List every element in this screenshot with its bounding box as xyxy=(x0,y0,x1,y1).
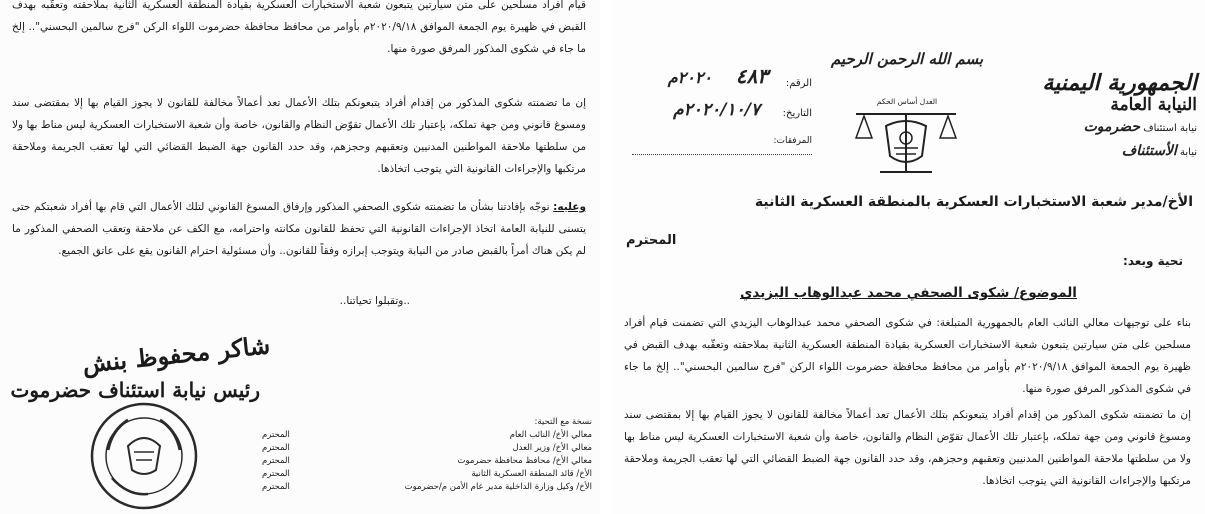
reference-number: الرقم: ٤٨٣ ٢٠٢٠م xyxy=(667,64,812,89)
honorific: المحترم xyxy=(626,233,677,248)
addressee: الأخ/مدير شعبة الاستخبارات العسكرية بالمنطقة العسكرية الثانية xyxy=(754,194,1193,210)
handwritten-signature: شاكر محفوظ بنش xyxy=(80,330,271,379)
paragraph-intro: بناء على توجيهات معالي النائب العام بالجمهورية المتبلغة: في شكوى الصحفي محمد عبدالوهاب اليزيدي التي تضمنت قيام أفراد مسلحين على متن سيارتين يتبعون شعبة الاستخبارات العسكرية بقيادة المنطقة العسكرية الثانية بملاحقته وتعقّبه بهدف القبض في ظهيرة يوم الجمعة الموافق ٢٠٢٠/٩/١٨م بأوامر من محافظ محافظة حضرموت اللواء الركن "فرج سالمين البحسني".. إلخ ما جاء في شكوى المذكور المرفق صورة منها. xyxy=(624,317,1191,395)
letter-date: التاريخ: ٢٠٢٠/١٠/٧م xyxy=(673,100,812,120)
brand-line-appeal: نيابة استئناف حضرموت xyxy=(1083,119,1197,135)
subject-line: الموضوع/ شكوى الصحفي محمد عبدالوهاب اليزيدي xyxy=(740,285,1077,301)
yemen-eagle-emblem-icon xyxy=(850,108,962,178)
copies-list xyxy=(262,416,592,494)
document-page-2 xyxy=(0,0,600,514)
copy-recipient: الأخ/ وكيل وزارة الداخلية مدير عام الأمن م/حضرموت المحترم xyxy=(262,482,592,492)
directive-lead: وعليه: xyxy=(553,201,586,213)
directive-body: نوجّه بإفادتنا بشأن ما تضمنته شكوى الصحفي المذكور وإرفاق المسوغ القانوني لتلك الأعمال التي قام بها أفراد شعبتكم حتى يتسنى للنيابة العامة اتخاذ الإجراءات القانونية التي تحفظ للقانون مكانته واحترامه، مع الكف عن ملاحقة وتعقب الصحفي المذكور ما لم يكن هناك أمراً بالقبض صادر من النيابة ويتوجب إبرازه وفقاً للقانون.. وأن مسئولية احترام القانون يقع على عاتق الجميع. xyxy=(12,201,586,257)
paragraph-legal-analysis: إن ما تضمنته شكوى المذكور من إقدام أفراد يتبعونكم بتلك الأعمال تعد أعمالاً مخالفة للقانون لا يجوز القيام بها إلا بمقتضى سند ومسوغ قانوني ومن جهة تملكه، بإعتبار تلك الأعمال تقوّض النظام والقانون، خاصة وأن شعبة الاستخبارات العسكرية ليس مناط بها ولا من سلطتها ملاحقة المواطنين المدنيين وتعقبهم وحجزهم، وقد حدد القانون جهة الضبط القضائي التي لها تعقب الجريمة وملاحقة مرتكبها والإجراءات القانونية التي يتوجب اتخاذها. xyxy=(624,409,1191,487)
official-stamp-icon xyxy=(88,400,200,512)
copies-title: نسخة مع التحية: xyxy=(534,417,592,427)
greeting: تحية وبعد: xyxy=(1123,254,1183,268)
paragraph-directive xyxy=(12,196,586,262)
paragraph-intro-continued: قيام أفراد مسلحين على متن سيارتين يتبعون شعبة الاستخبارات العسكرية بقيادة المنطقة العسكرية الثانية بملاحقته وتعقّبه بهدف القبض في ظهيرة يوم الجمعة الموافق ٢٠٢٠/٩/١٨م بأوامر من محافظ محافظة حضرموت اللواء الركن "فرج سالمين البحسني".. إلخ ما جاء في شكوى المذكور المرفق صورة منها. xyxy=(12,0,586,55)
brand-line-prosecution: النيابة العامة xyxy=(1110,95,1197,115)
attachments: المرفقات: xyxy=(632,132,812,155)
copy-recipient: الأخ/ قائد المنطقة العسكرية الثانية المحترم xyxy=(262,469,592,479)
copy-recipient: معالي الأخ/ النائب العام المحترم xyxy=(262,430,592,440)
brand-line-office: نيابة الأستئناف xyxy=(1121,143,1197,159)
copy-recipient: معالي الأخ/ محافظ محافظة حضرموت المحترم xyxy=(262,456,592,466)
paragraph-legal-analysis: إن ما تضمنته شكوى المذكور من إقدام أفراد يتبعونكم بتلك الأعمال تعد أعمالاً مخالفة للقانون لا يجوز القيام بها إلا بمقتضى سند ومسوغ قانوني ومن جهة تملكه، بإعتبار تلك الأعمال تقوّض النظام والقانون، خاصة وأن شعبة الاستخبارات العسكرية ليس مناط بها ولا من سلطتها ملاحقة المواطنين المدنيين وتعقبهم وحجزهم، وقد حدد القانون جهة الضبط القضائي التي لها تعقب الجريمة وملاحقة مرتكبها والإجراءات القانونية التي يتوجب اتخاذها. xyxy=(12,97,586,175)
letter-meta xyxy=(632,66,812,155)
letterhead-brand xyxy=(997,72,1197,164)
signer-title: رئيس نيابة استئناف حضرموت xyxy=(10,378,260,402)
brand-line-republic: الجمهورية اليمنية xyxy=(1042,70,1197,96)
copy-recipient: معالي الأخ/ وزير العدل المحترم xyxy=(262,443,592,453)
document-page-1 xyxy=(612,0,1205,514)
motto: العدل أساس الحكم xyxy=(876,97,938,106)
bismillah: بسم الله الرحمن الرحيم xyxy=(830,50,984,68)
closing-line: ..وتقبلوا تحياتنا.. xyxy=(339,295,410,307)
